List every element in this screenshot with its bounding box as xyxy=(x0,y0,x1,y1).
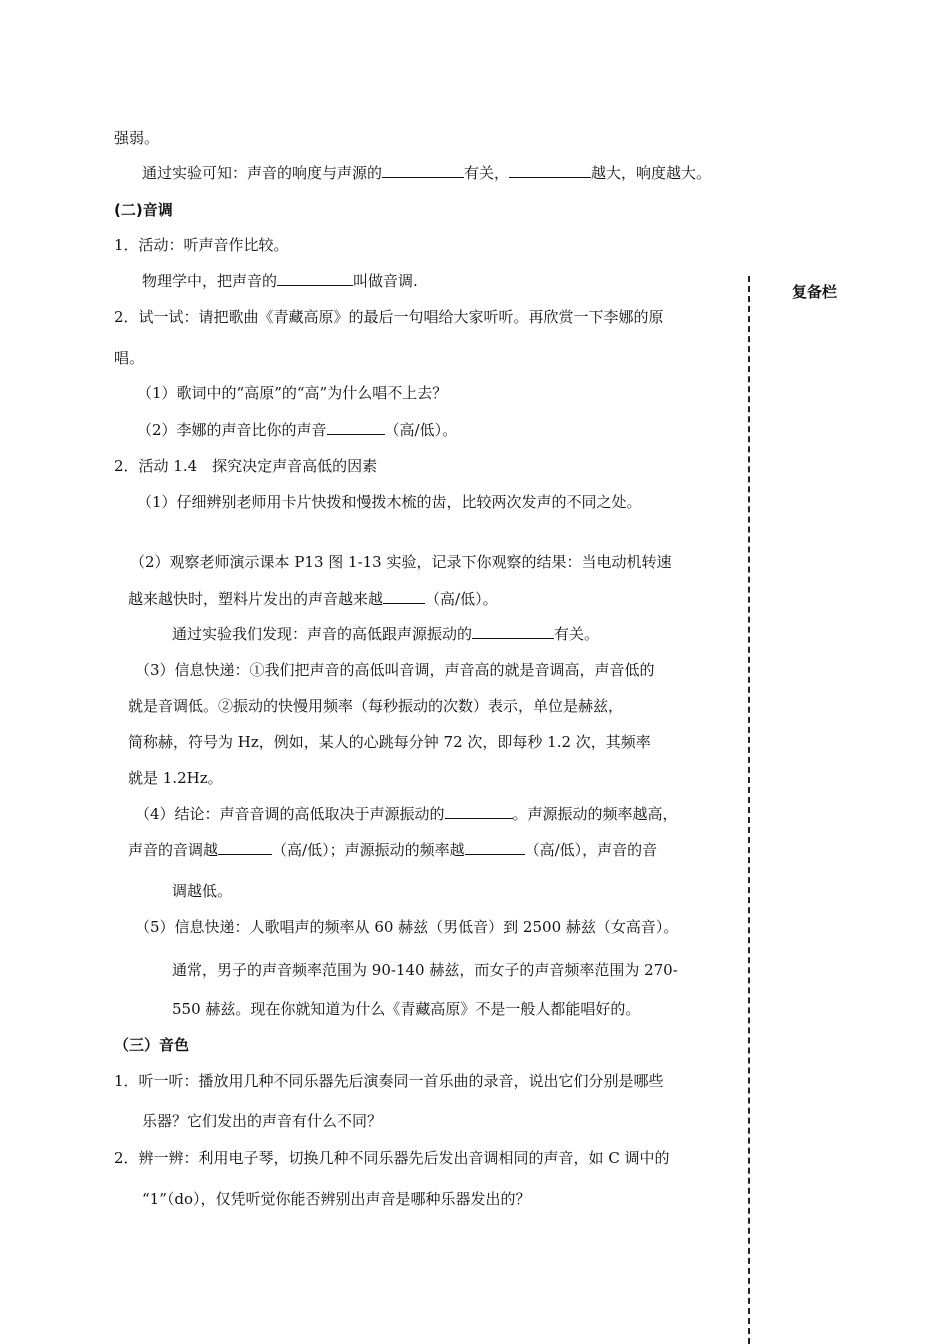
text-segment: 通过实验我们发现：声音的高低跟声源振动的 xyxy=(172,625,473,643)
text-line: 就是 1.2Hz。 xyxy=(128,769,223,787)
text-segment: 声音的音调越 xyxy=(128,841,219,859)
text-line: 简称赫，符号为 Hz，例如，某人的心跳每分钟 72 次，即每秒 1.2 次，其频率 xyxy=(128,733,651,751)
text-segment: 通过实验可知：声音的响度与声源的 xyxy=(142,164,383,182)
text-line: 调越低。 xyxy=(172,882,233,900)
text-segment: 有关， xyxy=(464,164,510,182)
answer-blank[interactable] xyxy=(277,271,353,286)
text-line: 通常，男子的声音频率范围为 90-140 赫兹，而女子的声音频率范围为 270- xyxy=(172,961,678,979)
answer-blank[interactable] xyxy=(383,589,425,604)
text-line: 唱。 xyxy=(114,349,145,367)
text-line xyxy=(128,840,657,860)
text-line: 550 赫兹。现在你就知道为什么《青藏高原》不是一般人都能唱好的。 xyxy=(172,1000,641,1018)
answer-blank[interactable] xyxy=(382,163,464,178)
text-segment: 越大，响度越大。 xyxy=(591,164,712,182)
text-segment: 有关。 xyxy=(554,625,600,643)
text-line xyxy=(142,271,418,291)
text-line xyxy=(135,804,678,824)
text-segment: 越来越快时，塑料片发出的声音越来越 xyxy=(128,590,384,608)
text-line: 1．活动：听声音作比较。 xyxy=(114,236,289,254)
text-line: （2）观察老师演示课本 P13 图 1-13 实验，记录下你观察的结果：当电动机转速 xyxy=(130,553,672,571)
text-segment: （4）结论：声音音调的高低取决于声源振动的 xyxy=(135,805,445,823)
sidebar-label: 复备栏 xyxy=(792,283,838,301)
text-line: （3）信息快递：①我们把声音的高低叫音调，声音高的就是音调高，声音低的 xyxy=(135,661,655,679)
text-line: 乐器？它们发出的声音有什么不同？ xyxy=(142,1112,383,1130)
text-line: 强弱。 xyxy=(114,129,160,147)
answer-blank[interactable] xyxy=(327,420,385,435)
text-segment: （高/低），声音的音 xyxy=(524,841,658,859)
text-line: 就是音调低。②振动的快慢用频率（每秒振动的次数）表示，单位是赫兹， xyxy=(128,697,624,715)
text-line: 1．听一听：播放用几种不同乐器先后演奏同一首乐曲的录音，说出它们分别是哪些 xyxy=(114,1072,664,1090)
answer-blank[interactable] xyxy=(472,624,554,639)
text-line: 2．辨一辨：利用电子琴，切换几种不同乐器先后发出音调相同的声音，如 C 调中的 xyxy=(114,1149,670,1167)
text-segment: （高/低）；声源振动的频率越 xyxy=(272,841,465,859)
section-heading: (二)音调 xyxy=(114,201,173,219)
text-line: 2．活动 1.4 探究决定声音高低的因素 xyxy=(114,457,378,475)
section-heading: （三）音色 xyxy=(114,1036,190,1054)
text-line: （1）歌词中的“高原”的“高”为什么唱不上去？ xyxy=(137,384,448,402)
answer-blank[interactable] xyxy=(218,840,272,855)
text-segment: 物理学中，把声音的 xyxy=(142,272,278,290)
text-segment: （高/低）。 xyxy=(425,590,498,608)
text-line xyxy=(142,163,711,183)
text-segment: （2）李娜的声音比你的声音 xyxy=(137,421,327,439)
margin-divider xyxy=(748,276,750,1344)
text-line xyxy=(128,589,498,609)
answer-blank[interactable] xyxy=(509,163,591,178)
text-line: 2．试一试：请把歌曲《青藏高原》的最后一句唱给大家听听。再欣赏一下李娜的原 xyxy=(114,308,664,326)
text-line xyxy=(137,420,457,440)
text-line xyxy=(172,624,599,644)
answer-blank[interactable] xyxy=(445,804,513,819)
text-line: （5）信息快递：人歌唱声的频率从 60 赫兹（男低音）到 2500 赫兹（女高音）。 xyxy=(135,918,679,936)
text-segment: 。声源振动的频率越高， xyxy=(512,805,678,823)
text-segment: 叫做音调. xyxy=(353,272,418,290)
answer-blank[interactable] xyxy=(465,840,525,855)
text-line: （1）仔细辨别老师用卡片快拨和慢拨木梳的齿，比较两次发声的不同之处。 xyxy=(137,493,642,511)
text-line: “1”（do），仅凭听觉你能否辨别出声音是哪种乐器发出的？ xyxy=(142,1190,531,1208)
text-segment: （高/低）。 xyxy=(384,421,458,439)
